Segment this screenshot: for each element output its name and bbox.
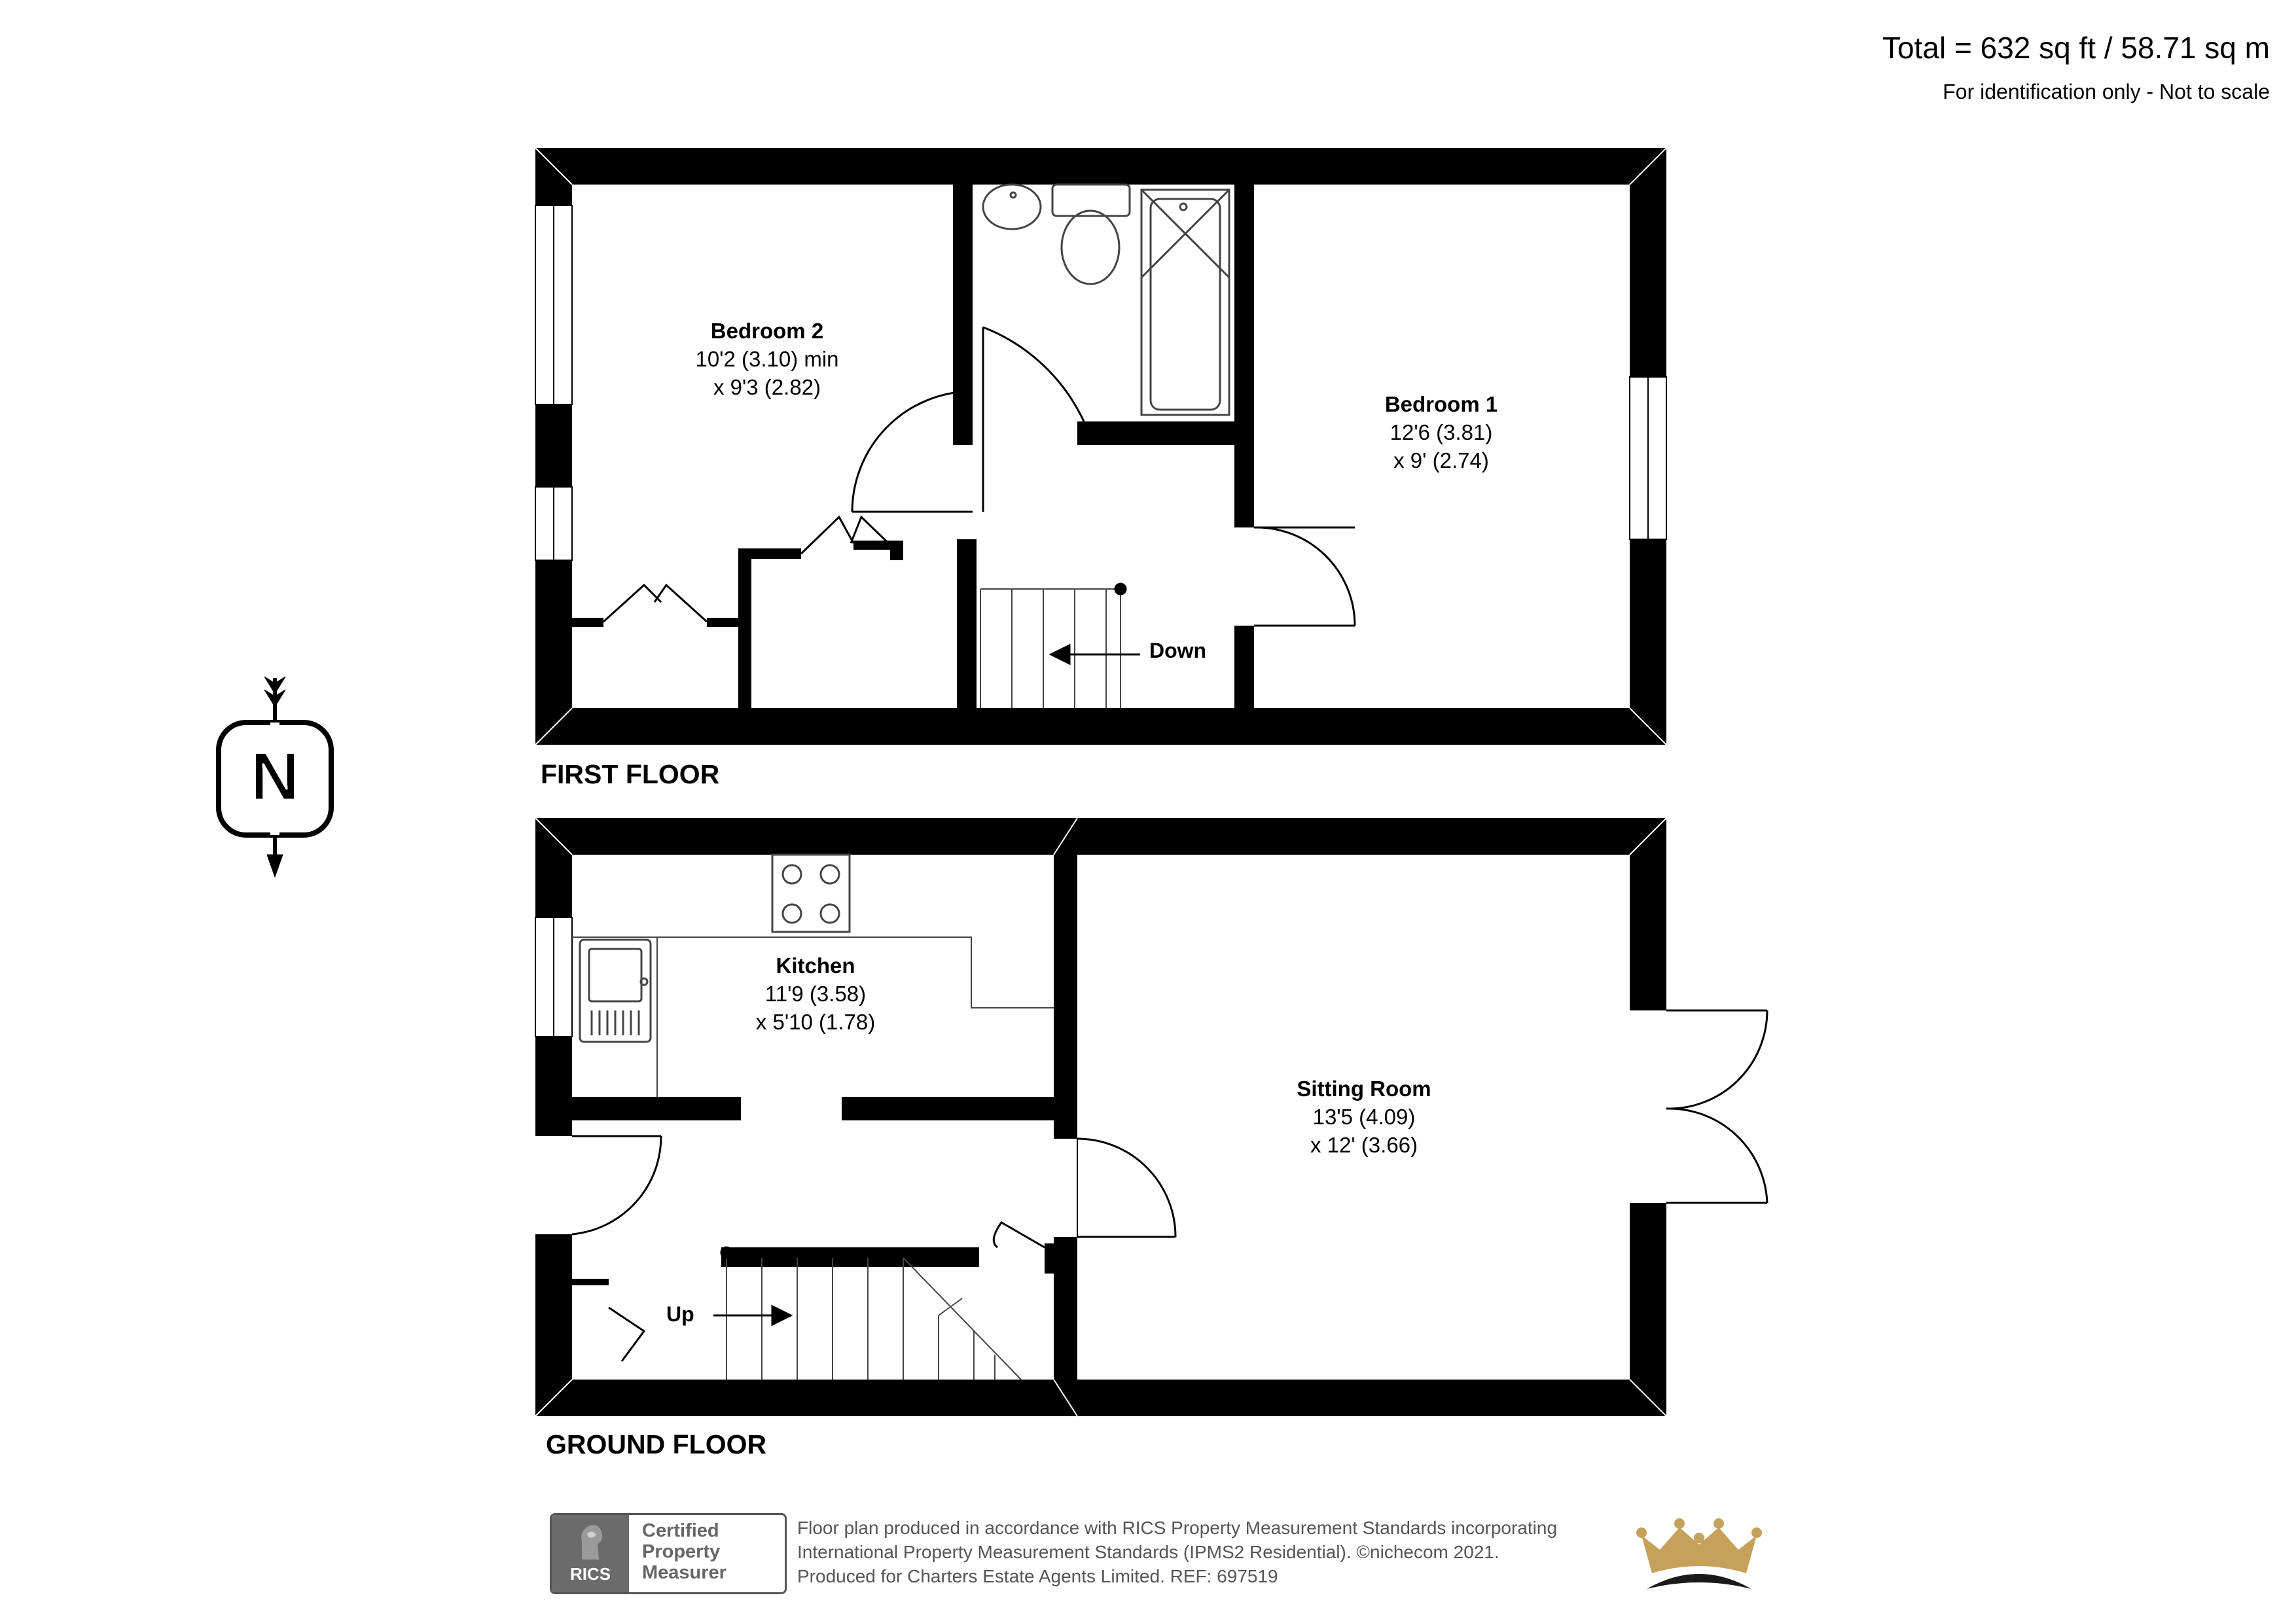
room-dimension: x 9'3 (2.82): [713, 375, 821, 399]
rics-wordmark: RICS: [569, 1564, 611, 1584]
room-dimension: 11'9 (3.58): [764, 982, 867, 1006]
legal-line: Floor plan produced in accordance with RICS Property Measurement Standards incorporating: [797, 1518, 1558, 1538]
total-area: Total = 632 sq ft / 58.71 sq m: [1882, 31, 2270, 65]
legal-line: International Property Measurement Standards (IPMS2 Residential). ©nichecom 2021.: [797, 1542, 1499, 1562]
legal-line: Produced for Charters Estate Agents Limited. REF: 697519: [797, 1566, 1278, 1586]
room-dimension: x 9' (2.74): [1393, 448, 1489, 473]
legal-notice: [797, 1516, 1557, 1588]
badge-line: Certified: [642, 1520, 719, 1541]
stairs-down-arrow: [1051, 584, 1140, 664]
room-bedroom-2: [695, 317, 838, 401]
badge-text: [642, 1520, 726, 1583]
rics-certified-badge: [550, 1513, 787, 1594]
lion-icon: [573, 1522, 608, 1561]
room-name: Sitting Room: [1297, 1077, 1431, 1101]
room-bedroom-1: [1385, 390, 1498, 474]
crown-logo-icon: [1634, 1513, 1765, 1598]
room-dimension: x 5'10 (1.78): [755, 1010, 876, 1034]
room-dimension: 10'2 (3.10) min: [695, 347, 839, 371]
room-name: Kitchen: [776, 954, 855, 978]
stairs-down-label: Down: [1149, 639, 1207, 662]
ground-floor-stairs: [726, 1258, 1021, 1380]
ground-floor-doors: [572, 1010, 1767, 1361]
ground-floor-walls: [535, 818, 1666, 1416]
room-kitchen: [756, 952, 875, 1036]
first-floor-label: FIRST FLOOR: [541, 759, 720, 789]
badge-line: Measurer: [642, 1562, 726, 1583]
rics-logo: [552, 1515, 629, 1592]
room-name: Bedroom 2: [710, 319, 824, 343]
room-dimension: 12'6 (3.81): [1390, 420, 1493, 444]
room-sitting-room: [1297, 1075, 1431, 1159]
ground-floor-label: GROUND FLOOR: [546, 1429, 767, 1459]
scale-disclaimer: For identification only - Not to scale: [1943, 80, 2270, 103]
room-dimension: x 12' (3.66): [1310, 1133, 1418, 1157]
room-dimension: 13'5 (4.09): [1312, 1105, 1416, 1129]
room-name: Bedroom 1: [1384, 392, 1498, 416]
stairs-up-label: Up: [666, 1302, 694, 1326]
first-floor-stairs: [980, 589, 1121, 708]
ground-floor-windows: [535, 918, 572, 1037]
compass-letter: N: [250, 739, 300, 815]
bathroom-fixtures: [983, 185, 1229, 415]
badge-line: Property: [642, 1541, 721, 1562]
